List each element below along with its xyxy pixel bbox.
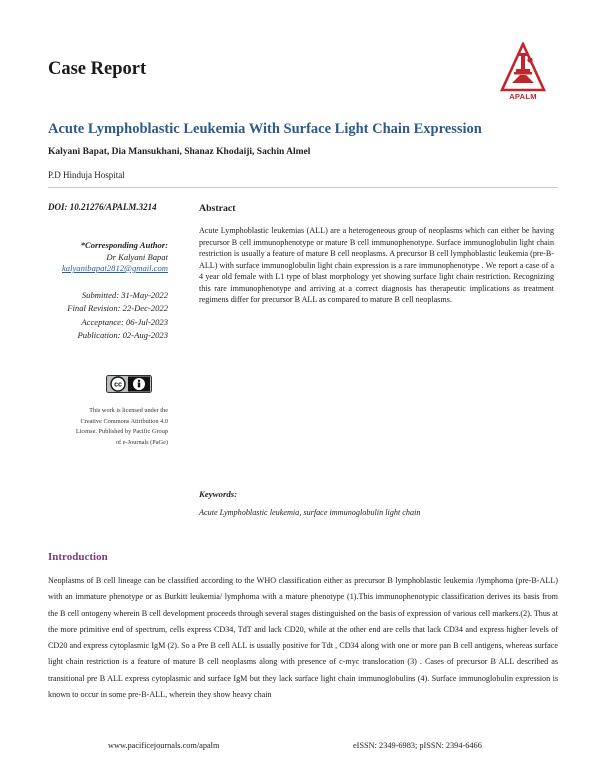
license-line: License. Published by Pacific Group: [75, 428, 168, 436]
section-label: Case Report: [48, 59, 147, 79]
license-line: This work is licensed under the: [89, 407, 168, 414]
footer-issn: eISSN: 2349-6983; pISSN: 2394-6466: [353, 741, 482, 750]
date-submitted: Submitted: 31-May-2022: [81, 290, 168, 300]
abstract-text: Acute Lymphoblastic leukemias (ALL) are a heterogeneous group of neoplasms which can either be having precursor B cell immunophenotype or mature B cell immunophenotype. Surface immunoglobulin light chain restriction is usually a feature of mature B cell neoplasms. A precursor B cell lymphoblastic leukemia (pre-B-ALL) with surface immunoglobulin light chain expression is a rare immunophenotype . We report a case of a 4 year old female with L1 type of blast morphology yet showing surface light chain restriction. Recognizing this rare immunophenotype and arriving at a correct diagnosis has therapeutic implications as treatment regimens differ for precursor B ALL as compared to mature B cell neoplasms.: [199, 226, 554, 304]
date-publication: Publication: 02-Aug-2023: [77, 330, 168, 341]
article-dates: [48, 289, 168, 343]
cc-license-badge[interactable]: [106, 375, 152, 393]
introduction-heading: Introduction: [48, 551, 108, 563]
license-note: [48, 406, 168, 448]
abstract-heading: Abstract: [199, 203, 236, 214]
cc-by-icon: [106, 375, 152, 393]
logo-text: APALM: [509, 92, 537, 101]
apalm-logo-icon: [500, 42, 546, 92]
license-line: Creative Commons Attribution 4.0: [80, 417, 168, 425]
footer-website[interactable]: www.pacificejournals.com/apalm: [108, 741, 220, 750]
corresponding-author-label: *Corresponding Author:: [80, 240, 168, 250]
keywords-text: Acute Lymphoblastic leukemia, surface immunoglobulin light chain: [199, 508, 421, 517]
journal-logo: [500, 42, 546, 104]
license-line: of e-Journals (PaGe): [115, 438, 168, 446]
corresponding-author-email[interactable]: kalyanibapat2812@gmail.com: [61, 263, 168, 273]
cc-icon-text: cc: [114, 381, 122, 389]
date-acceptance: Acceptance: 06-Jul-2023: [81, 316, 168, 327]
author-list: Kalyani Bapat, Dia Mansukhani, Shanaz Khodaiji, Sachin Almel: [48, 147, 311, 157]
keywords-heading: Keywords:: [199, 489, 238, 499]
introduction-text: Neoplasms of B cell lineage can be classified according to the WHO classification either as precursor B lymphoblastic leukemia /lymphoma (pre-B-ALL) with an immature phenotype or as Burkitt leukemia/ lymphoma with a mature phenotype (1).This immunophenotypic classification derives its basis from the B cell ontogeny wherein B cell development proceeds through several stages distinguished on the basis of expression of various cell markers.(2). Thus at the more primitive end of spectrum, cells express CD34, TdT and lack CD20, while at the other end are cells that lack CD34 and express higher levels of CD20 and express cytoplasmic IgM (2). So a Pre B cell ALL is usually positive for Tdt , CD34 along with one or more pan B cell antigens, whereas surface light chain restriction is a feature of mature B cell neoplasms along with presence of c-myc translocation (3) . Cases of precursor B ALL described as transitional pre B ALL express cytoplasmic and surface IgM but they lack surface light chain immunoglobulins (4). Surface immunoglobulin expression is known to occur in some pre-B-ALL, wherein they show heavy chain: [48, 576, 558, 700]
article-title: Acute Lymphoblastic Leukemia With Surface Light Chain Expression: [48, 121, 482, 137]
corresponding-author-name: Dr Kalyani Bapat: [106, 251, 168, 262]
corresponding-author: [48, 240, 168, 275]
affiliation: P.D Hinduja Hospital: [48, 170, 125, 180]
header-divider: [48, 187, 558, 188]
doi[interactable]: DOI: 10.21276/APALM.3214: [48, 202, 157, 212]
date-final-revision: Final Revision: 22-Dec-2022: [67, 303, 168, 314]
